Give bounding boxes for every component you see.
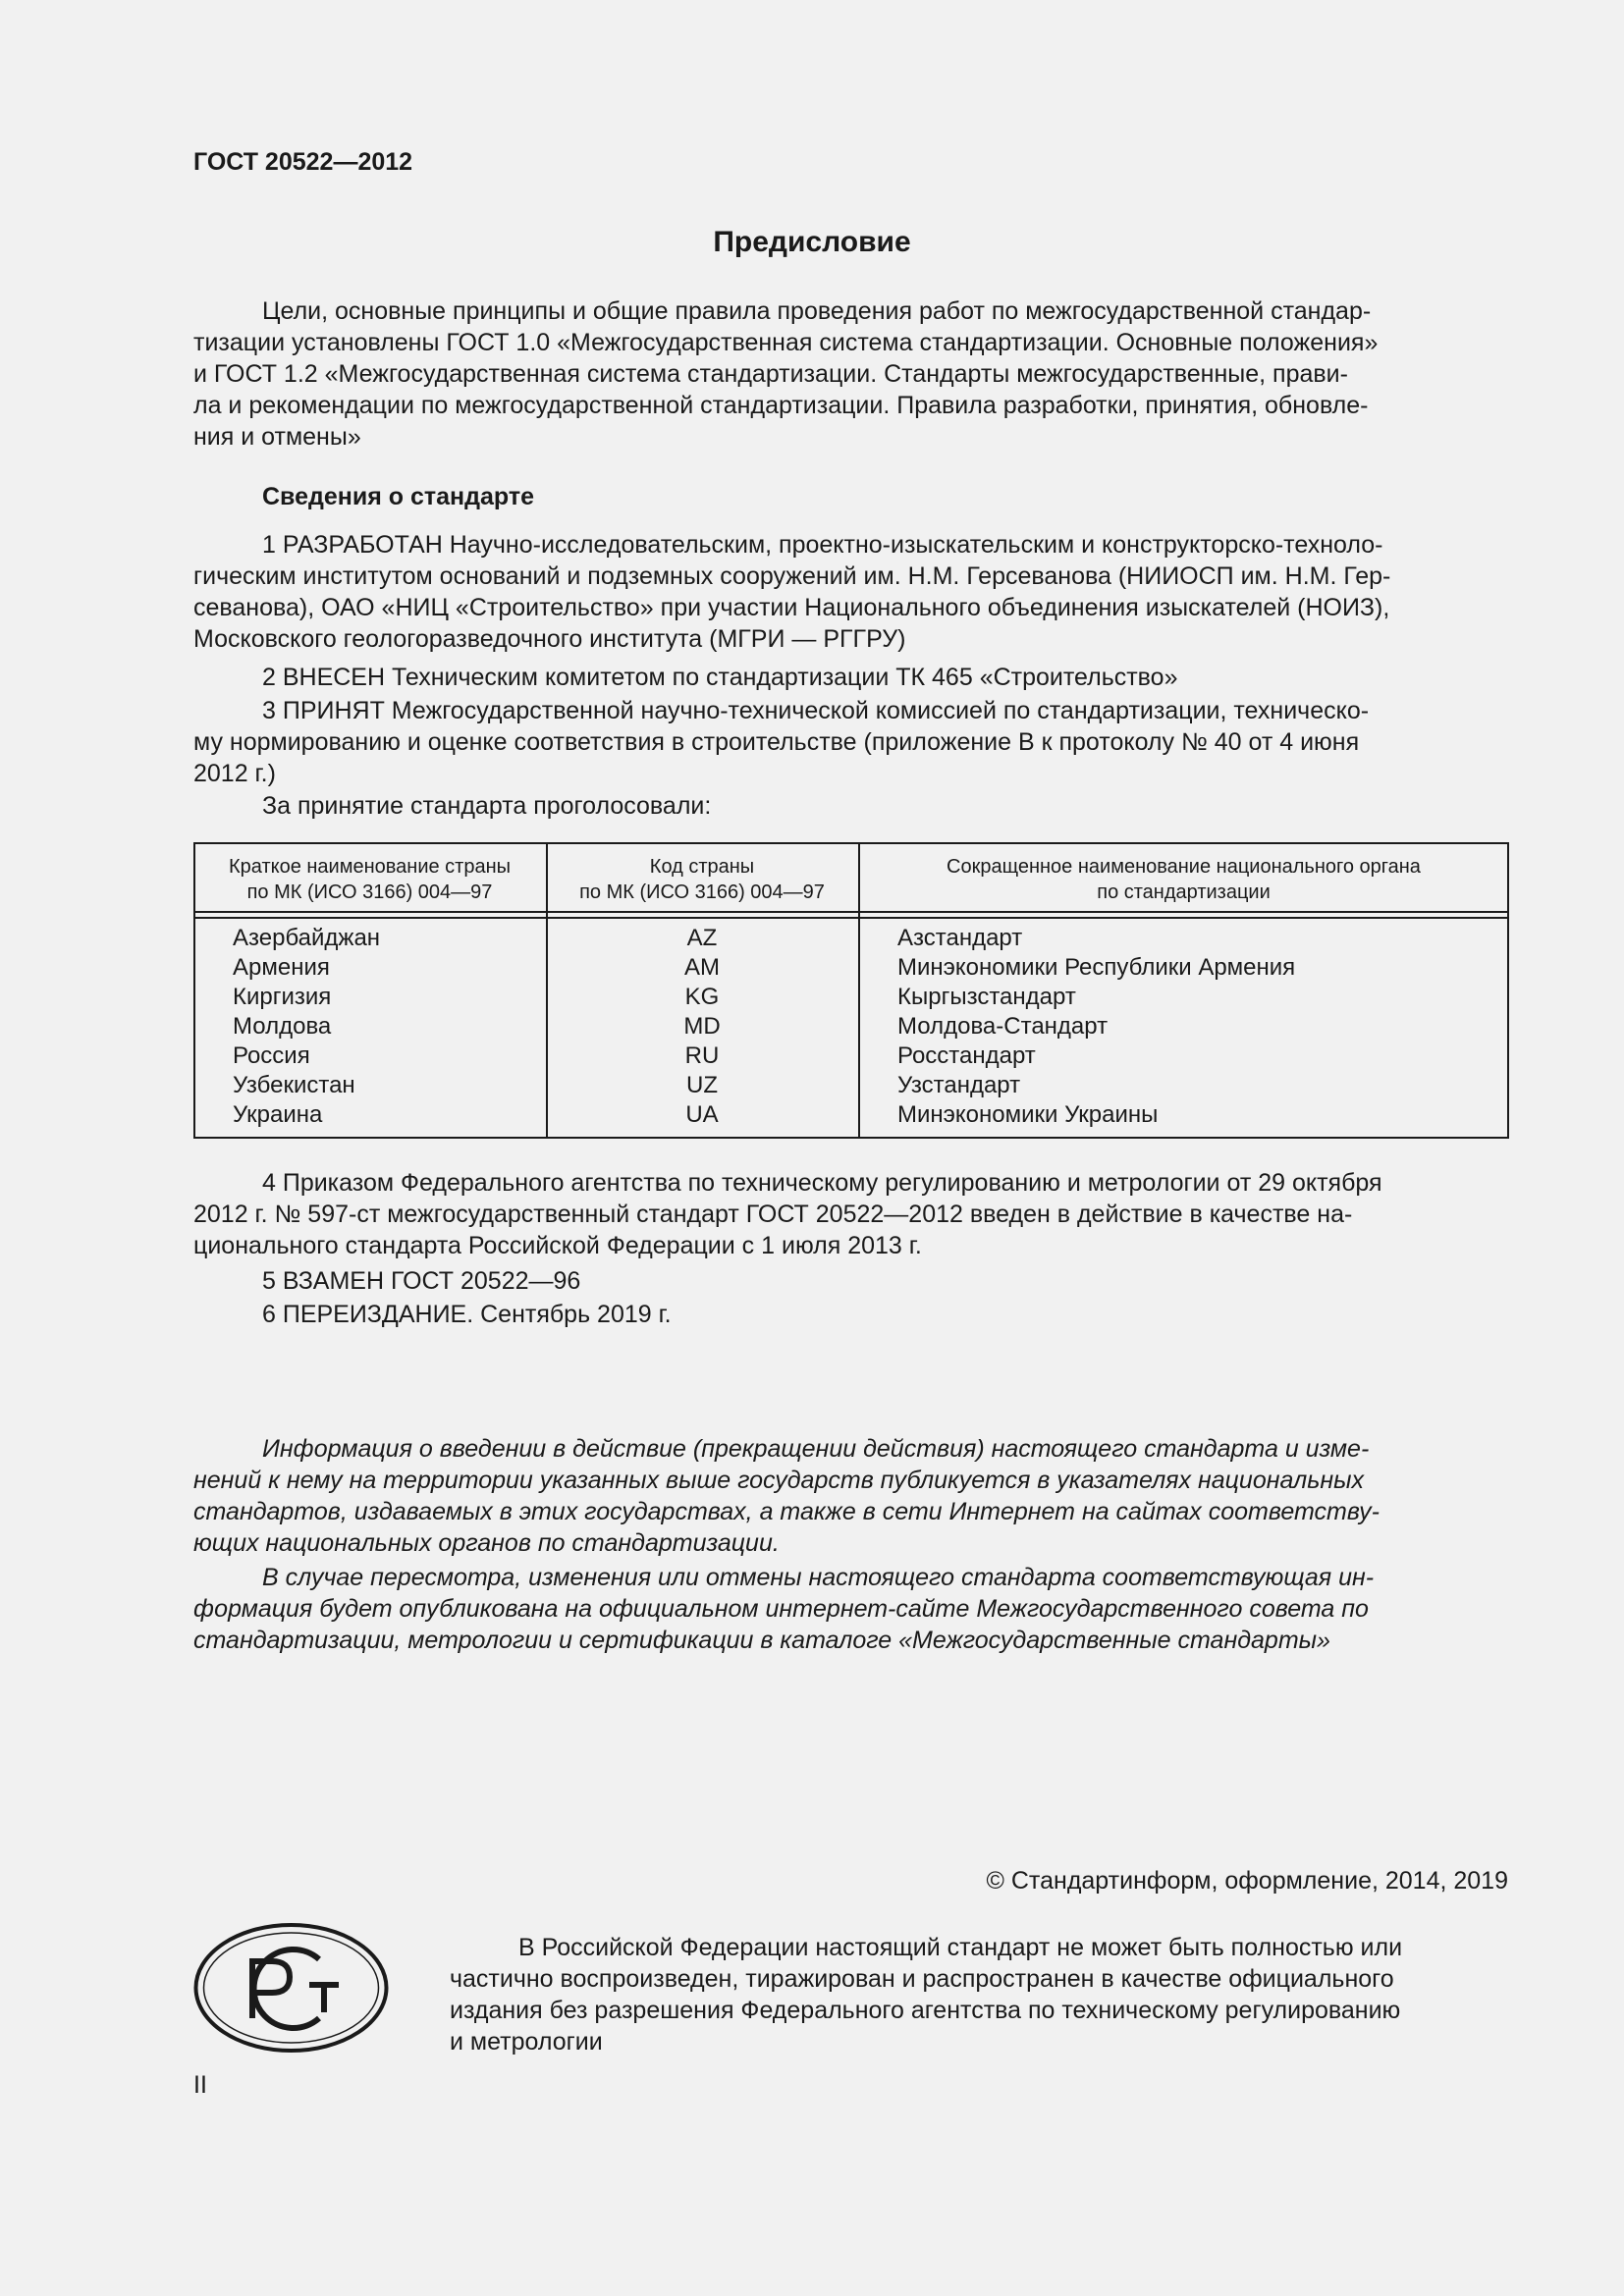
intro-line <box>193 295 1508 327</box>
table-cell: Азстандарт <box>897 925 1023 951</box>
info-paragraph-1 <box>193 1433 1508 1559</box>
item-1-line <box>193 529 1508 561</box>
info-2-line-text: В случае пересмотра, изменения или отмены настоящего стандарта соответствующая ин- <box>262 1564 1375 1591</box>
item-4 <box>193 1167 1508 1261</box>
item-4-line-text: 4 Приказом Федерального агентства по техническому регулированию и метрологии от 29 октября <box>262 1169 1382 1197</box>
item-1-line: севанова), ОАО «НИЦ «Строительство» при участии Национального объединения изыскателей (НОИЗ), <box>193 594 1390 621</box>
voting-table <box>193 842 1509 1139</box>
item-3-line <box>193 695 1508 726</box>
item-1-line: Московского геологоразведочного института (МГРИ — РГГРУ) <box>193 625 906 653</box>
table-header-country <box>193 854 546 905</box>
table-cell: Росстандарт <box>897 1042 1036 1069</box>
gost-r-logo <box>193 1922 389 2054</box>
info-2-line: формация будет опубликована на официальном интернет-сайте Межгосударственного совета по <box>193 1595 1369 1623</box>
intro-line: ния и отмены» <box>193 423 361 451</box>
table-cell: UA <box>685 1101 719 1128</box>
table-col-code <box>546 924 858 1130</box>
notice-line: и метрологии <box>450 2028 603 2056</box>
info-1-line-text: Информация о введении в действие (прекращении действия) настоящего стандарта и изме- <box>262 1435 1370 1463</box>
header-text: Краткое наименование страны по МК (ИСО 3166) 004—97 <box>228 856 512 903</box>
table-cell: Украина <box>233 1101 323 1128</box>
item-4-line: ционального стандарта Российской Федерации с 1 июля 2013 г. <box>193 1232 922 1259</box>
item-3-line-text: 3 ПРИНЯТ Межгосударственной научно-технической комиссией по стандартизации, техническо- <box>262 697 1370 724</box>
document-code: ГОСТ 20522—2012 <box>193 148 413 176</box>
table-cell: Россия <box>233 1042 310 1069</box>
copyright: © Стандартинформ, оформление, 2014, 2019 <box>986 1867 1508 1895</box>
item-3-line: му нормированию и оценке соответствия в строительстве (приложение В к протоколу № 40 от 4 июня <box>193 728 1360 756</box>
vote-line: За принятие стандарта проголосовали: <box>262 792 712 820</box>
table-col-organ <box>897 924 1295 1130</box>
item-1-line: гическим институтом оснований и подземных сооружений им. Н.М. Герсеванова (НИИОСП им. Н.М. Гер- <box>193 562 1391 590</box>
table-cell: MD <box>683 1013 721 1040</box>
notice-line <box>450 1932 1508 1963</box>
table-header-code <box>546 854 858 905</box>
info-paragraph-2 <box>193 1562 1508 1656</box>
table-cell: Узбекистан <box>233 1072 355 1098</box>
intro-line: и ГОСТ 1.2 «Межгосударственная система стандартизации. Стандарты межгосударственные, прави- <box>193 360 1348 388</box>
notice-line: издания без разрешения Федерального агентства по техническому регулированию <box>450 1997 1401 2024</box>
header-text: Код страны по МК (ИСО 3166) 004—97 <box>579 856 825 903</box>
item-5: 5 ВЗАМЕН ГОСТ 20522—96 <box>262 1267 581 1295</box>
table-cell: RU <box>684 1042 720 1069</box>
table-cell: Минэкономики Украины <box>897 1101 1159 1128</box>
table-cell: AM <box>684 954 720 981</box>
table-cell: Кыргызстандарт <box>897 984 1076 1010</box>
info-2-line: стандартизации, метрологии и сертификации в каталоге «Межгосударственные стандарты» <box>193 1627 1330 1654</box>
table-col-country <box>233 924 380 1130</box>
table-cell: Армения <box>233 954 330 981</box>
notice-line-text: В Российской Федерации настоящий стандарт не может быть полностью или <box>518 1934 1403 1961</box>
intro-line: тизации установлены ГОСТ 1.0 «Межгосударственная система стандартизации. Основные положения» <box>193 329 1379 356</box>
item-3 <box>193 695 1508 789</box>
info-heading: Сведения о стандарте <box>262 483 535 510</box>
info-2-line <box>193 1562 1508 1593</box>
intro-paragraph <box>193 295 1508 453</box>
table-header-divider <box>193 911 1509 913</box>
table-cell: Киргизия <box>233 984 332 1010</box>
header-text: Сокращенное наименование национального органа по стандартизации <box>947 856 1421 903</box>
table-cell: Молдова-Стандарт <box>897 1013 1109 1040</box>
item-4-line: 2012 г. № 597-ст межгосударственный стандарт ГОСТ 20522—2012 введен в действие в качестве на- <box>193 1201 1353 1228</box>
info-1-line: стандартов, издаваемых в этих государствах, а также в сети Интернет на сайтах соответству- <box>193 1498 1380 1525</box>
info-1-line: ющих национальных органов по стандартизации. <box>193 1529 780 1557</box>
info-1-line <box>193 1433 1508 1465</box>
item-2: 2 ВНЕСЕН Техническим комитетом по стандартизации ТК 465 «Строительство» <box>262 664 1178 691</box>
page-number: II <box>193 2071 207 2099</box>
table-cell: Азербайджан <box>233 925 381 951</box>
table-header-divider <box>193 917 1509 919</box>
table-cell: Молдова <box>233 1013 332 1040</box>
item-6: 6 ПЕРЕИЗДАНИЕ. Сентябрь 2019 г. <box>262 1301 672 1328</box>
item-1-line-text: 1 РАЗРАБОТАН Научно-исследовательским, проектно-изыскательским и конструкторско-техноло- <box>262 531 1383 559</box>
item-3-line: 2012 г.) <box>193 760 276 787</box>
page-title: Предисловие <box>713 226 911 258</box>
info-1-line: нений к нему на территории указанных выше государств публикуется в указателях национальных <box>193 1467 1365 1494</box>
notice-line: частично воспроизведен, тиражирован и распространен в качестве официального <box>450 1965 1394 1993</box>
table-cell: Минэкономики Республики Армения <box>897 954 1296 981</box>
table-header-organ <box>858 854 1509 905</box>
table-cell: AZ <box>686 925 718 951</box>
copyright-notice <box>450 1932 1508 2057</box>
intro-line-text: Цели, основные принципы и общие правила проведения работ по межгосударственной стандар- <box>262 297 1372 325</box>
item-4-line <box>193 1167 1508 1199</box>
table-cell: Узстандарт <box>897 1072 1021 1098</box>
table-cell: UZ <box>686 1072 718 1098</box>
table-cell: KG <box>684 984 720 1010</box>
intro-line: ла и рекомендации по межгосударственной стандартизации. Правила разработки, принятия, обновле- <box>193 392 1369 419</box>
logo-icon <box>193 1922 389 2054</box>
item-1 <box>193 529 1508 655</box>
